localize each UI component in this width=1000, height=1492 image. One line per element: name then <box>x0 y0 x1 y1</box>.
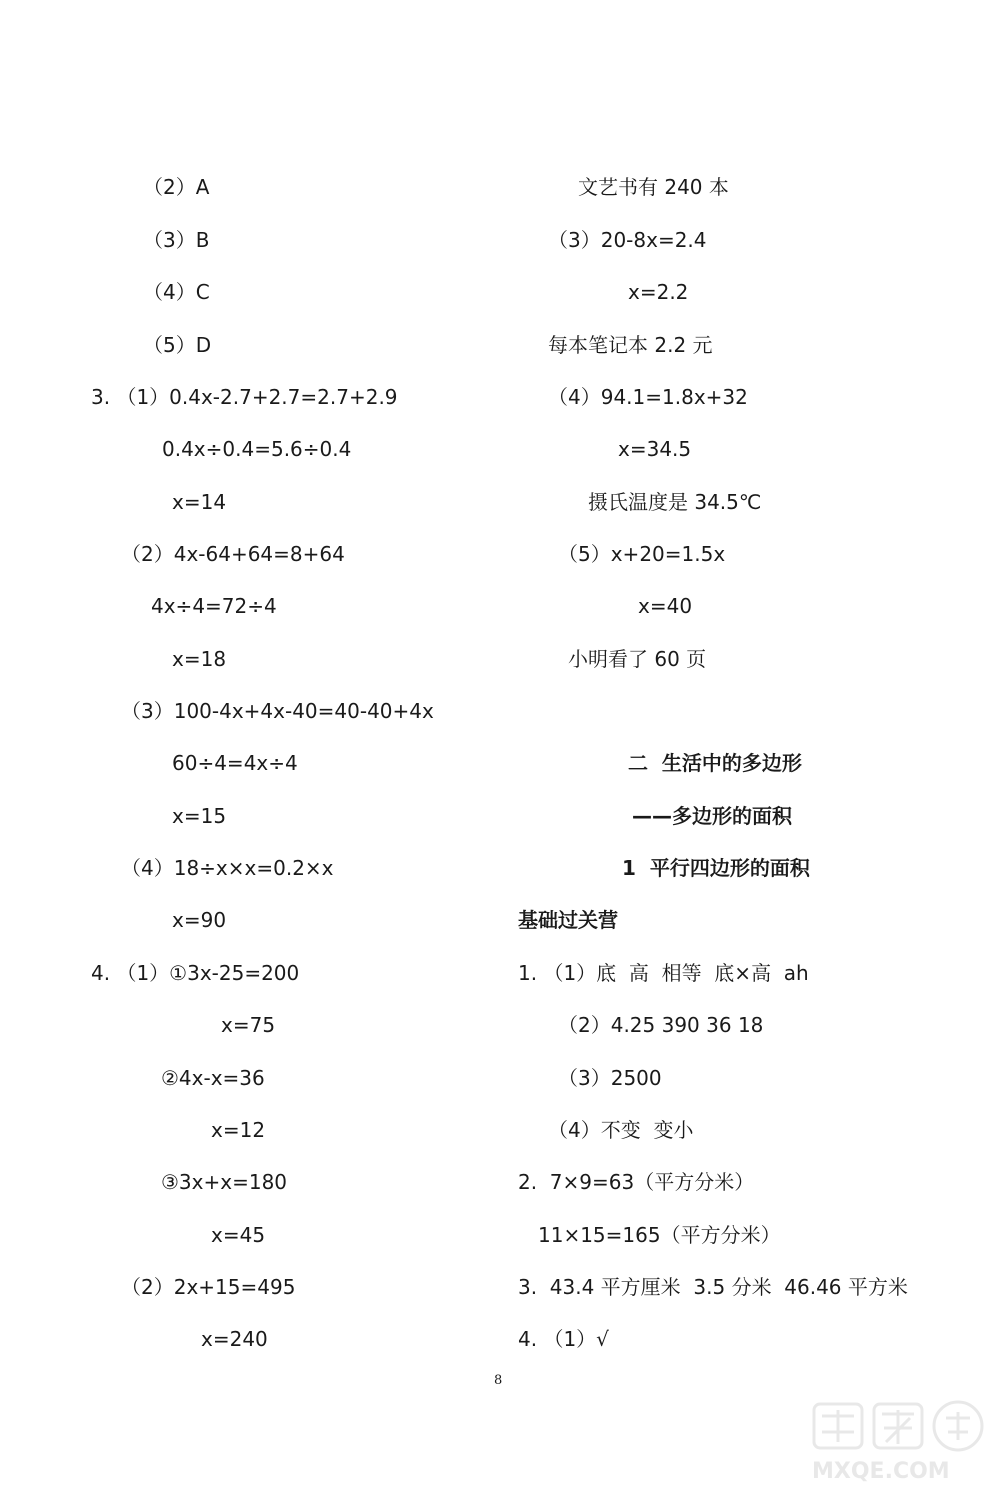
left-line: x=240 <box>201 1327 268 1351</box>
watermark-logo <box>808 1398 993 1486</box>
left-line: 0.4x÷0.4=5.6÷0.4 <box>162 437 352 461</box>
right-line: x=34.5 <box>618 437 692 461</box>
left-line: （5）D <box>143 333 212 357</box>
right-line: （4）94.1=1.8x+32 <box>548 385 748 409</box>
section-title: 1 平行四边形的面积 <box>622 856 810 880</box>
left-line: 4. （1）①3x-25=200 <box>91 961 300 985</box>
right-line: （4）不变 变小 <box>548 1118 694 1142</box>
left-line: （2）4x-64+64=8+64 <box>121 542 345 566</box>
page-number: 8 <box>494 1373 503 1388</box>
left-line: 60÷4=4x÷4 <box>172 751 298 775</box>
left-line: x=15 <box>172 804 227 828</box>
right-line: 4. （1）√ <box>518 1327 609 1351</box>
right-line: x=40 <box>638 594 693 618</box>
left-line: 4x÷4=72÷4 <box>151 594 277 618</box>
left-line: x=18 <box>172 647 227 671</box>
right-line: 摄氏温度是 34.5℃ <box>588 490 762 514</box>
subsection-heading: 基础过关营 <box>518 908 618 932</box>
right-line: x=2.2 <box>628 280 689 304</box>
left-line: ②4x-x=36 <box>161 1066 265 1090</box>
right-line: 文艺书有 240 本 <box>578 175 729 199</box>
left-line: （2）2x+15=495 <box>121 1275 296 1299</box>
left-line: x=14 <box>172 490 227 514</box>
left-line: （4）C <box>143 280 210 304</box>
right-line: 2. 7×9=63（平方分米） <box>518 1170 755 1194</box>
chapter-subtitle: ——多边形的面积 <box>632 804 792 828</box>
left-line: x=45 <box>211 1223 266 1247</box>
right-line: （3）20-8x=2.4 <box>548 228 707 252</box>
right-line: （2）4.25 390 36 18 <box>558 1013 764 1037</box>
left-line: （4）18÷x×x=0.2×x <box>121 856 334 880</box>
left-line: （2）A <box>143 175 210 199</box>
right-line: 每本笔记本 2.2 元 <box>548 333 713 357</box>
right-line: 3. 43.4 平方厘米 3.5 分米 46.46 平方米 <box>518 1275 908 1299</box>
right-line: 11×15=165（平方分米） <box>538 1223 781 1247</box>
left-line: （3）B <box>143 228 210 252</box>
left-line: x=90 <box>172 908 227 932</box>
right-line: 小明看了 60 页 <box>568 647 707 671</box>
right-line: 1. （1）底 高 相等 底×高 ah <box>518 961 809 985</box>
left-line: x=12 <box>211 1118 266 1142</box>
svg-text:MXQE.COM: MXQE.COM <box>812 1459 950 1484</box>
right-line: （5）x+20=1.5x <box>558 542 726 566</box>
left-line: ③3x+x=180 <box>161 1170 288 1194</box>
left-line: （3）100-4x+4x-40=40-40+4x <box>121 699 434 723</box>
right-line: （3）2500 <box>558 1066 662 1090</box>
left-line: x=75 <box>221 1013 276 1037</box>
left-line: 3. （1）0.4x-2.7+2.7=2.7+2.9 <box>91 385 398 409</box>
chapter-title: 二 生活中的多边形 <box>628 751 802 775</box>
